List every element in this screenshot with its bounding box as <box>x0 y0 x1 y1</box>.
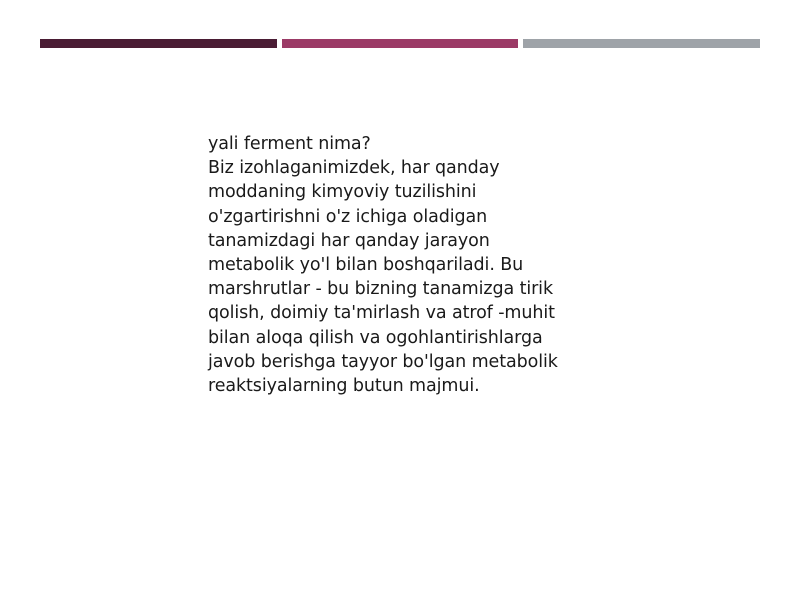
text-line: Biz izohlaganimizdek, har qanday <box>208 158 500 179</box>
text-line: metabolik yo'l bilan boshqariladi. Bu <box>208 255 524 276</box>
text-line: javob berishga tayyor bo'lgan metabolik <box>208 351 558 372</box>
header-decoration <box>40 39 760 48</box>
text-line: marshrutlar - bu bizning tanamizga tirik <box>208 279 553 300</box>
text-line: bilan aloqa qilish va ogohlantirishlarga <box>208 327 543 348</box>
text-line: yali ferment nima? <box>208 134 371 154</box>
header-bar-dark <box>40 39 277 48</box>
header-bar-magenta <box>282 39 519 48</box>
header-bar-gray <box>523 39 760 48</box>
slide-body-text <box>208 132 598 398</box>
text-line: qolish, doimiy ta'mirlash va atrof -muhit <box>208 303 555 324</box>
text-line: reaktsiyalarning butun majmui. <box>208 376 480 397</box>
text-line: moddaning kimyoviy tuzilishini <box>208 182 477 203</box>
text-line: tanamizdagi har qanday jarayon <box>208 230 490 251</box>
text-line: o'zgartirishni o'z ichiga oladigan <box>208 206 488 227</box>
